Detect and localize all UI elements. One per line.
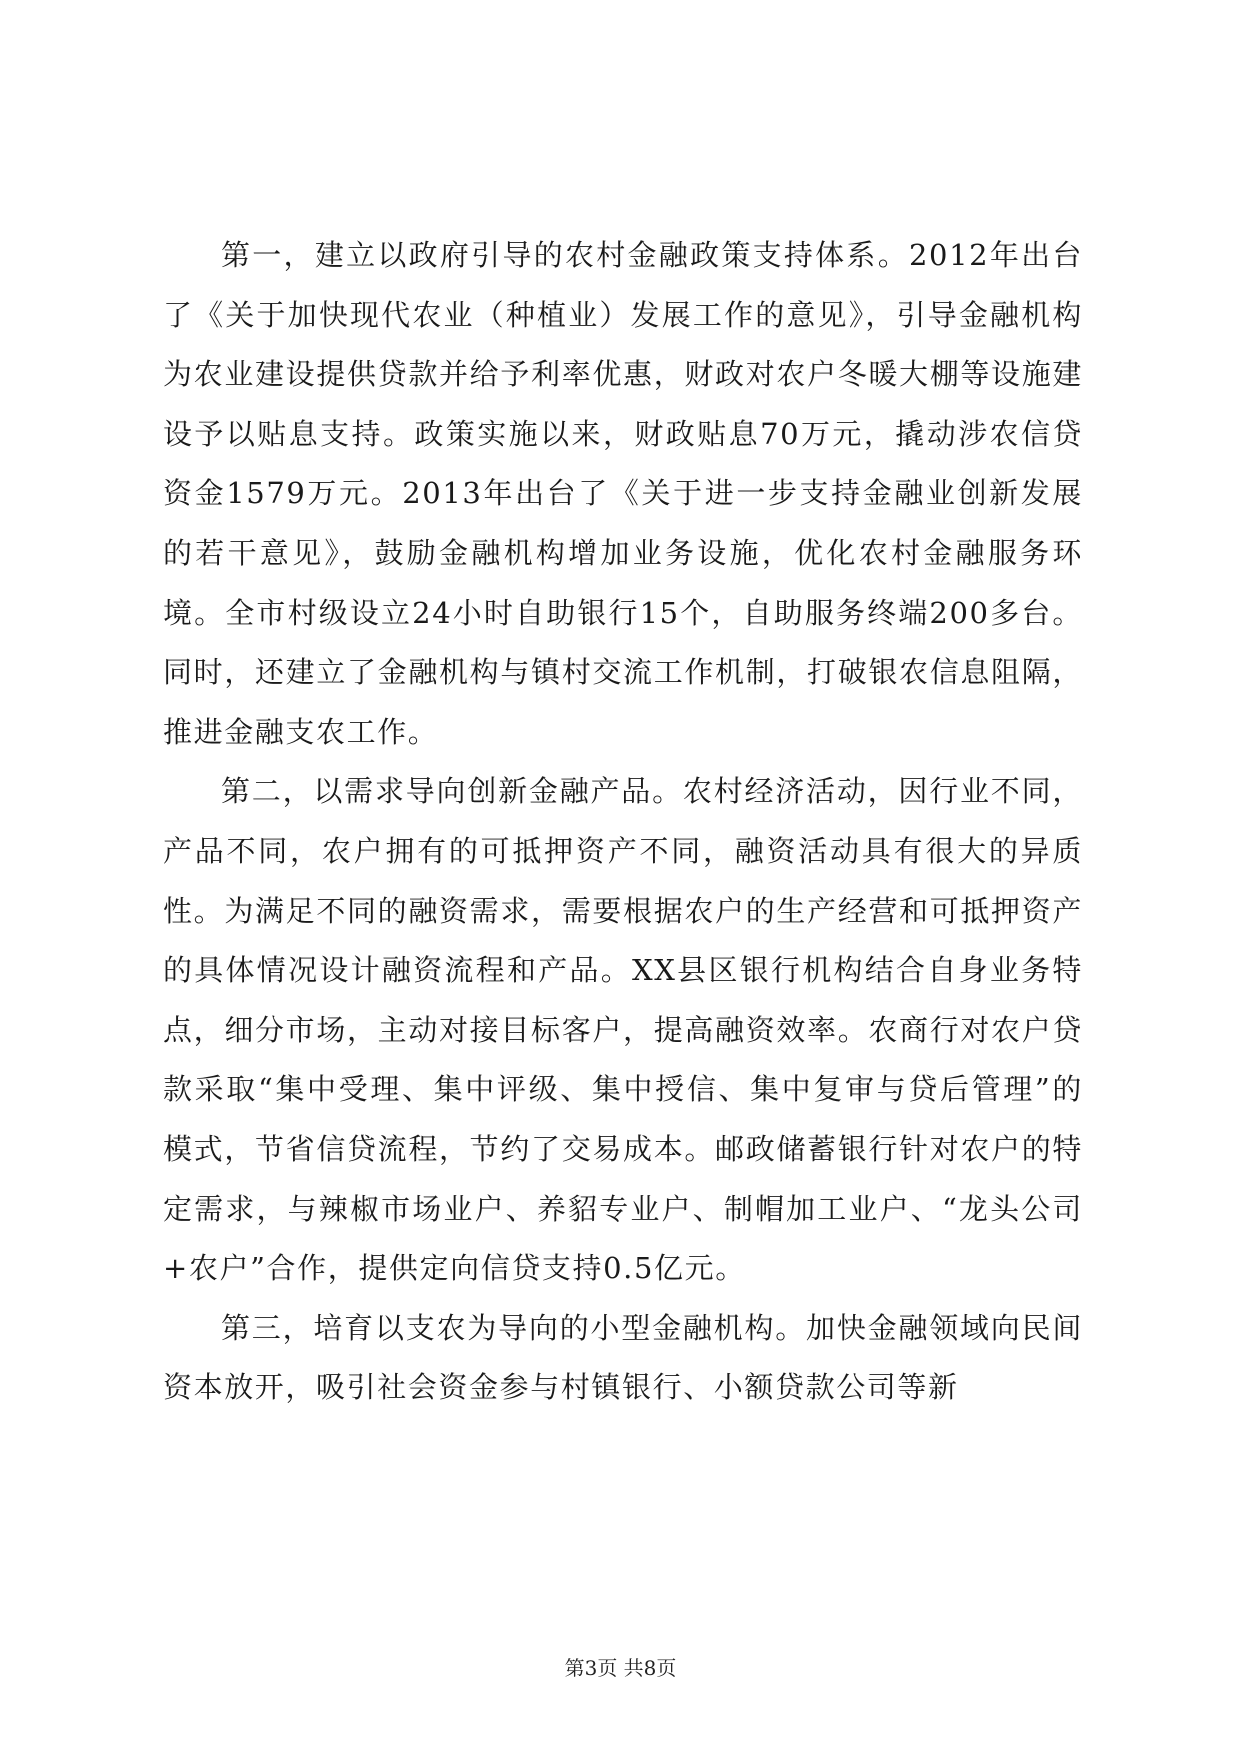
page-number-footer: 第3页 共8页	[564, 1656, 677, 1680]
document-body	[163, 226, 1083, 1418]
paragraph-1: 第一，建立以政府引导的农村金融政策支持体系。2012年出台了《关于加快现代农业（种植业）发展工作的意见》，引导金融机构为农业建设提供贷款并给予利率优惠，财政对农户冬暖大棚等设施建设予以贴息支持。政策实施以来，财政贴息70万元，撬动涉农信贷资金1579万元。2013年出台了《关于进一步支持金融业创新发展的若干意见》，鼓励金融机构增加业务设施，优化农村金融服务环境。全市村级设立24小时自助银行15个，自助服务终端200多台。同时，还建立了金融机构与镇村交流工作机制，打破银农信息阻隔，推进金融支农工作。	[163, 238, 1083, 749]
paragraph-2: 第二，以需求导向创新金融产品。农村经济活动，因行业不同，产品不同，农户拥有的可抵押资产不同，融资活动具有很大的异质性。为满足不同的融资需求，需要根据农户的生产经营和可抵押资产的具体情况设计融资流程和产品。XX县区银行机构结合自身业务特点，细分市场，主动对接目标客户，提高融资效率。农商行对农户贷款采取“集中受理、集中评级、集中授信、集中复审与贷后管理”的模式，节省信贷流程，节约了交易成本。邮政储蓄银行针对农户的特定需求，与辣椒市场业户、养貂专业户、制帽加工业户、“龙头公司+农户”合作，提供定向信贷支持0.5亿元。	[163, 774, 1083, 1286]
paragraph-3: 第三，培育以支农为导向的小型金融机构。加快金融领域向民间资本放开，吸引社会资金参与村镇银行、小额贷款公司等新	[163, 1310, 1083, 1405]
